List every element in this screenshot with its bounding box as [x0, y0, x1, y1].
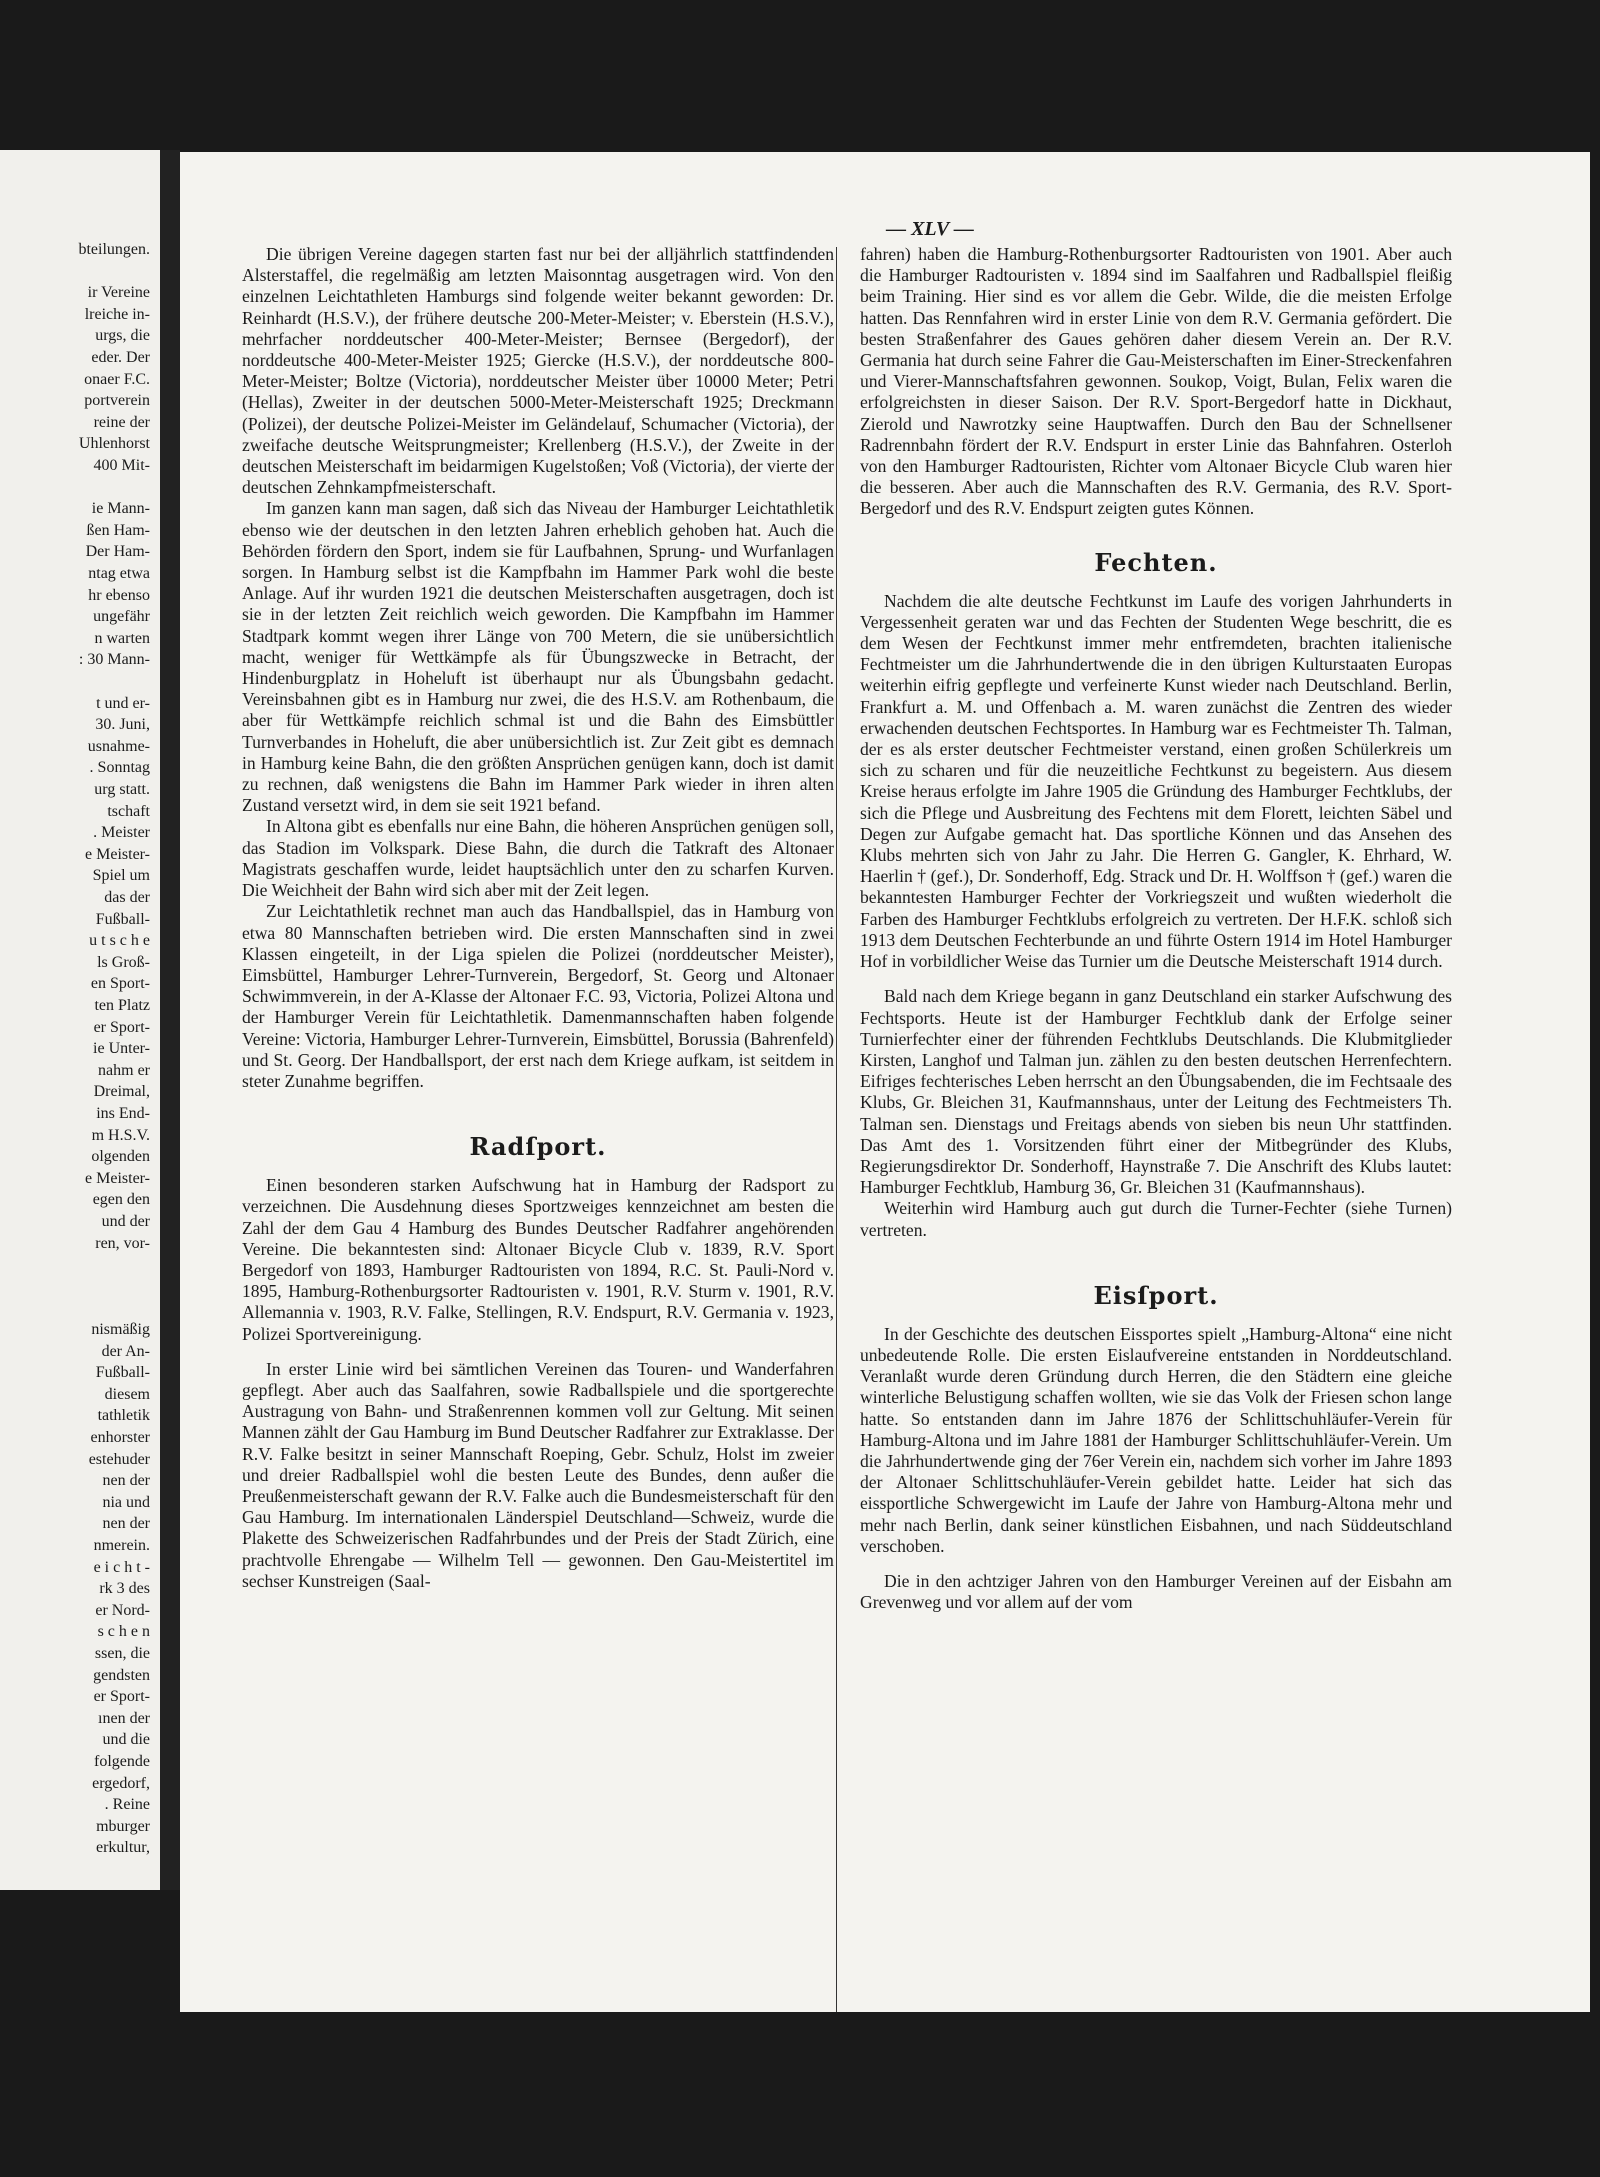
left-page-line: e i c h t - — [93, 1558, 150, 1576]
left-page-line: diesem — [104, 1385, 150, 1403]
left-page-line: onaer F.C. — [84, 370, 150, 388]
book-gutter — [160, 150, 180, 1890]
radsport-continuation: fahren) haben die Hamburg-Rothenburgsorter Radtouristen von 1901. Aber auch die Hamburger Radtouristen v. 1894 sind im Saalfahren und Radballspiel fleißig beim Training. Hier sind es vor allem die Gebr. Wilde, die die meisten Erfolge hatten. Das Rennfahren wird in erster Linie von dem R.V. Germania gefördert. Die besten Straßenfahrer des Gaues gehören daher diesem Verein an. Der R.V. Germania hat durch seine Fahrer die Gau-Meisterschaften im Einer-Streckenfahren und Vierer-Mannschaftsfahren gewonnen. Soukop, Voigt, Bulan, Felix waren die erfolgreichsten in dieser Saison. Der R.V. Sport-Bergedorf hatte in Dickhaut, Zierold und Nawrotzky seine Hauptwaffen. Durch den Bau der Schnellsener Radrennbahn fördert der R.V. Endspurt in erster Linie das Bahnfahren. Osterloh von den Hamburger Radtouristen, Richter vom Altonaer Bicycle Club waren hier die besseren. Aber auch die Mannschaften des R.V. Germania, des R.V. Sport-Bergedorf und des R.V. Endspurt zeigten gutes Können. — [860, 244, 1452, 519]
left-page-line: das der — [104, 889, 150, 906]
left-page-line: tathletik — [97, 1407, 150, 1425]
left-page-line: e Meister- — [85, 1169, 150, 1187]
left-page-line: usnahme- — [87, 737, 150, 755]
column-divider — [836, 247, 837, 2012]
left-page-line: enhorster — [90, 1429, 150, 1446]
left-page-line: t und er- — [96, 694, 150, 712]
left-page-line: gendsten — [93, 1666, 150, 1684]
left-page-line: der An- — [101, 1342, 150, 1360]
left-column — [242, 244, 834, 1592]
left-page-line: egen den — [92, 1191, 150, 1209]
fechten-paragraph-1: Nachdem die alte deutsche Fechtkunst im Laufe des vorigen Jahrhunderts in Vergessenheit geraten war und das Fechten der Studenten Wege beschritt, die es dem Wesen der Fechtkunst immer mehr entfremdeten, brachten italienische Fechtmeister um die Jahrhundertwende die in den übrigen Kulturstaaten Europas weiterhin eifrig gepflegte und verfeinerte Kunst wieder nach Deutschland. Berlin, Frankfurt a. M. und Offenbach a. M. waren zunächst die Zentren des wieder erwachenden deutschen Fechtsportes. In Hamburg war es Fechtmeister Th. Talman, der es als erster deutscher Fechtmeister verstand, einen großen Schülerkreis um sich zu scharen und für die neuzeitliche Fechtkunst zu begeistern. Aus diesem Kreise heraus erfolgte im Jahre 1905 die Gründung des Hamburger Fechtklubs, der sich die Pflege und Ausbreitung des Fechtens mit dem Florett, leichten Säbel und Degen zur Aufgabe gemacht hat. Das sportliche Können und das Ansehen des Klubs mehrten sich von Jahr zu Jahr. Die Herren G. Gangler, K. Ehrhard, W. Haerlin † (gef.), Dr. Sonderhoff, Edg. Strack und Dr. H. Wolffson † (gef.) waren die bekanntesten Hamburger Fechter der Vorkriegszeit und wußten wiederholt die Farben des Hamburger Fechtklubs erfolgreich zu vertreten. Der H.F.K. schloß sich 1913 dem Deutschen Fechterbunde an und führte Ostern 1914 im Hotel Hamburger Hof in vorbildlicher Weise das Turnier um die Deutsche Meisterschaft 1914 durch. — [860, 590, 1452, 972]
left-page-line: ten Platz — [94, 997, 150, 1014]
fechten-paragraph-3: Weiterhin wird Hamburg auch gut durch die Turner-Fechter (siehe Turnen) vertreten. — [860, 1198, 1452, 1240]
left-page-line: en Sport- — [90, 975, 150, 993]
left-page-line: ungefähr — [93, 608, 150, 626]
left-page-line: ınen der — [98, 1709, 150, 1727]
left-page-line: und die — [102, 1731, 150, 1749]
left-page-line: ntag etwa — [88, 565, 150, 582]
left-page-line: 30. Juni, — [95, 716, 150, 734]
left-page-line: nmerein. — [93, 1537, 150, 1554]
eissport-heading: Eisſport. — [1093, 1280, 1219, 1310]
left-page-line: s c h e n — [97, 1623, 150, 1641]
left-page-line: nen der — [102, 1515, 150, 1533]
altona-track-paragraph: In Altona gibt es ebenfalls nur eine Bahn, die höheren Ansprüchen genügen soll, das Stadion im Volkspark. Diese Bahn, die durch die Tatkraft des Altonaer Magistrats geschaffen wurde, leidet hauptsächlich unter den zu scharfen Kurven. Die Weichheit der Bahn wird sich aber mit der Zeit legen. — [242, 816, 834, 901]
left-page-fragment — [0, 150, 160, 1890]
left-page-line: lreiche in- — [84, 305, 150, 323]
left-page-line: e Meister- — [85, 845, 150, 863]
left-page-line: Der Ham- — [85, 543, 150, 561]
left-page-line: n warten — [94, 629, 150, 647]
handball-paragraph: Zur Leichtathletik rechnet man auch das Handballspiel, das in Hamburg von etwa 80 Mannschaften betrieben wird. Die ersten Mannschaften sind in zwei Klassen eingeteilt, in der Liga spielen die Polizei (norddeutscher Meister), Eimsbüttel, Hamburger Lehrer-Turnverein, Bergedorf, St. Georg und Altonaer Schwimmverein, in der A-Klasse der Altonaer F.C. 93, Victoria, Polizei Altona und der Hamburger Verein für Leichtathletik. Damenmannschaften haben folgende Vereine: Victoria, Hamburger Lehrer-Turnverein, Eimsbüttel, Borussia (Bahrenfeld) und St. Georg. Der Handballsport, der erst nach dem Kriege aufkam, ist seitdem in steter Zunahme begriffen. — [242, 901, 834, 1091]
radsport-paragraph-1: Einen besonderen starken Aufschwung hat in Hamburg der Radsport zu verzeichnen. Die Ausdehnung dieses Sportzweiges kennzeichnet am besten die Zahl der dem Gau 4 Hamburg des Bundes Deutscher Radfahrer angehörenden Vereine. Die bekanntesten sind: Altonaer Bicycle Club v. 1839, R.V. Sport Bergedorf von 1893, Hamburger Radtouristen von 1894, R.C. St. Pauli-Nord v. 1895, Hamburg-Rothenburgsorter Radtouristen v. 1901, R.V. Sturm v. 1901, R.V. Allemannia v. 1903, R.V. Falke, Stellingen, R.V. Endspurt, R.V. Germania v. 1923, Polizei Sportvereinigung. — [242, 1175, 834, 1344]
radsport-heading: Radſport. — [469, 1132, 607, 1162]
athletics-intro-paragraph: Die übrigen Vereine dagegen starten fast nur bei der alljährlich stattfindenden Alsterstaffel, die regelmäßig am letzten Maisonntag ausgetragen wird. Von den einzelnen Leichtathleten Hamburgs sind folgende weiter bekannt geworden: Dr. Reinhardt (H.S.V.), der frühere deutsche 200-Meter-Meister; v. Eberstein (H.S.V.), mehrfacher norddeutscher 400-Meter-Meister; Bernsee (Bergedorf), der norddeutsche 400-Meter-Meister 1925; Giercke (H.S.V.), der norddeutsche 800-Meter-Meister; Boltze (Victoria), norddeutscher Meister über 10000 Meter; Petri (Hellas), Zweiter in der deutschen 5000-Meter-Meisterschaft 1925; Dreckmann (Polizei), der deutsche Polizei-Meister im Geländelauf, Schumacher (Victoria), der zweifache deutsche Weitsprungmeister; Krellenberg (H.S.V.), der Zweite in der deutschen Meisterschaft im beidarmigen Kugelstoßen; Voß (Victoria), der vierte der deutschen Zehnkampfmeisterschaft. — [242, 244, 834, 498]
left-page-line: bteilungen. — [78, 241, 150, 258]
left-page-line: olgenden — [91, 1148, 150, 1166]
left-page-line: er Sport- — [93, 1688, 150, 1706]
fechten-heading: Fechten. — [1094, 547, 1218, 577]
left-page-line: nahm er — [98, 1061, 150, 1079]
left-page-line: ergedorf, — [92, 1774, 150, 1792]
left-page-line: ls Groß- — [97, 953, 150, 971]
left-page-line: ie Unter- — [93, 1040, 150, 1058]
left-page-line: erkultur, — [95, 1839, 150, 1857]
page-number: — XLV — — [886, 218, 974, 240]
left-page-line: rk 3 des — [99, 1580, 150, 1598]
left-page-line: ie Mann- — [91, 500, 150, 518]
document-page — [180, 152, 1590, 2012]
left-page-line: tschaft — [107, 802, 150, 820]
left-page-line: u t s c h e — [89, 932, 150, 950]
left-page-line: er Sport- — [93, 1018, 150, 1036]
left-page-line: mburger — [96, 1817, 150, 1835]
radsport-paragraph-2: In erster Linie wird bei sämtlichen Vereinen das Touren- und Wanderfahren gepflegt. Aber auch das Saalfahren, sowie Radballspiele und die sportgerechte Austragung von Bahn- und Straßenrennen kommen voll zur Geltung. Mit seinen Mannen zählt der Gau Hamburg im Bund Deutscher Radfahrer zur Extraklasse. Der R.V. Falke besitzt in seiner Mannschaft Roeping, Gebr. Schulz, Holst im zweier und dreier Radballspiel wohl die besten Leute des Bundes, denn außer die Preußenmeisterschaft gewann der R.V. Falke auch die Bundesmeisterschaft für den Gau Hamburg. Im internationalen Länderspiel Deutschland—Schweiz, wurde die Plakette des Schweizerischen Radfahrbundes und der Preis der Stadt Zürich, eine prachtvolle Ehrengabe — Wilhelm Tell — gewonnen. Den Gau-Meistertitel im sechser Kunstreigen (Saal- — [242, 1358, 834, 1591]
left-page-line: ren, vor- — [95, 1234, 150, 1252]
fechten-paragraph-2: Bald nach dem Kriege begann in ganz Deutschland ein starker Aufschwung des Fechtsports. Heute ist der Hamburger Fechtklub dank der Erfolge seiner Turnierfechter einer der führenden Fechtklubs Deutschlands. Die Klubmitglieder Kirsten, Langhof und Talman jun. zählen zu den besten deutschen Herrenfechtern. Eifriges fechterisches Leben herrscht an den Übungsabenden, die im Fechtsaale des Klubs, Gr. Bleichen 31, Kaufmannshaus, unter der Leitung des Fechtmeisters Th. Talman sen. Dienstags und Freitags abends von sieben bis neun Uhr stattfinden. Das Amt des 1. Vorsitzenden führt einer der Mitbegründer des Klubs, Regierungsdirektor Dr. Sonderhoff, Haynstraße 7. Die Anschrift des Klubs lautet: Hamburger Fechtklub, Hamburg 36, Gr. Bleichen 31 (Kaufmannshaus). — [860, 986, 1452, 1198]
left-page-line: hr ebenso — [88, 586, 150, 604]
left-page-line: und der — [101, 1213, 150, 1230]
left-page-line: er Nord- — [95, 1601, 150, 1619]
scan-background — [0, 2012, 1600, 2177]
eissport-paragraph-1: In der Geschichte des deutschen Eissportes spielt „Hamburg-Altona“ eine nicht unbedeutende Rolle. Die ersten Eislaufvereine entstanden in Norddeutschland. Veranlaßt wurde deren Gründung durch Herren, die den Städtern eine gleiche winterliche Belustigung schaffen wollten, wie sie das Volk der Friesen schon lange hatte. So entstanden dann im Jahre 1876 der Schlittschuhläufer-Verein für Hamburg-Altona und im Jahre 1881 der Hamburger Schlittschuhläufer-Verein. Um die Jahrhundertwende ging der 76er Verein ein, nachdem sich vorher im Jahre 1893 der Altonaer Schlittschuhläufer-Verein gebildet hatte. Leider hat sich das eissportliche Schwergewicht im Laufe der Jahre von Hamburg-Altona mehr und mehr nach Berlin, dank seiner künstlichen Eisbahnen, und nach Süddeutschland verschoben. — [860, 1323, 1452, 1556]
left-page-line: urgs, die — [95, 327, 150, 345]
left-page-line: Uhlenhorst — [78, 435, 150, 453]
left-page-line: folgende — [94, 1753, 150, 1770]
left-page-line: portverein — [84, 392, 150, 410]
left-page-line: ssen, die — [94, 1645, 150, 1662]
left-page-line: : 30 Mann- — [78, 651, 150, 669]
left-page-line: ir Vereine — [87, 284, 150, 302]
left-page-line: nen der — [102, 1472, 150, 1490]
left-page-line: Dreimal, — [93, 1083, 150, 1101]
right-column — [860, 244, 1452, 1613]
left-page-line: . Sonntag — [89, 759, 150, 777]
left-page-line: ins End- — [96, 1105, 150, 1122]
eissport-paragraph-2: Die in den achtziger Jahren von den Hamburger Vereinen auf der Eisbahn am Grevenweg und vor allem auf der vom — [860, 1570, 1452, 1613]
left-page-line: Fußball- — [95, 1364, 150, 1382]
left-page-line: Spiel um — [92, 867, 150, 885]
left-page-line: nismäßig — [91, 1321, 150, 1338]
left-page-line: estehuder — [88, 1450, 150, 1468]
left-page-line: Fußball- — [95, 910, 150, 928]
left-page-line: reine der — [93, 413, 150, 431]
left-page-line: 400 Mit- — [93, 457, 150, 474]
left-page-line: . Meister — [93, 824, 150, 842]
athletics-level-paragraph: Im ganzen kann man sagen, daß sich das Niveau der Hamburger Leichtathletik ebenso wie der deutschen in den letzten Jahren erheblich gehoben hat. Auch die Behörden fördern den Sport, indem sie für Laufbahnen, Sprung- und Wurfanlagen sorgen. In Hamburg selbst ist die Kampfbahn im Hammer Park wohl die beste Anlage. Auf ihr wurden 1921 die deutschen Meisterschaften ausgetragen, doch ist sie in der letzten Zeit reichlich weich geworden. Die Kampfbahn im Hammer Stadtpark kommt wegen ihrer Länge von 700 Metern, die sie unübersichtlich macht, weniger für Wettkämpfe als für Übungszwecke in Betracht, der Hindenburgplatz in Hoheluft ist überhaupt nur als Übungsbahn gedacht. Vereinsbahnen gibt es in Hamburg nur zwei, die des H.S.V. am Rothenbaum, die aber für Wettkämpfe reichlich schmal ist und die Bahn des Eimsbüttler Turnverbandes in Hoheluft, die aber unübersichtlich ist. Zur Zeit gibt es demnach in Hamburg keine Bahn, die den größten Ansprüchen genügen kann, doch ist damit zu rechnen, daß wenigstens die Bahn im Hammer Park wieder in ihren alten Zustand versetzt wird, in dem sie seit 1921 befand. — [242, 498, 834, 816]
left-page-line: eder. Der — [91, 349, 150, 366]
left-page-line: m H.S.V. — [91, 1126, 150, 1144]
left-page-line: nia und — [102, 1493, 150, 1511]
left-page-line: urg statt. — [94, 781, 150, 798]
left-page-line: . Reine — [104, 1796, 150, 1814]
left-page-line: ßen Ham- — [86, 521, 150, 539]
